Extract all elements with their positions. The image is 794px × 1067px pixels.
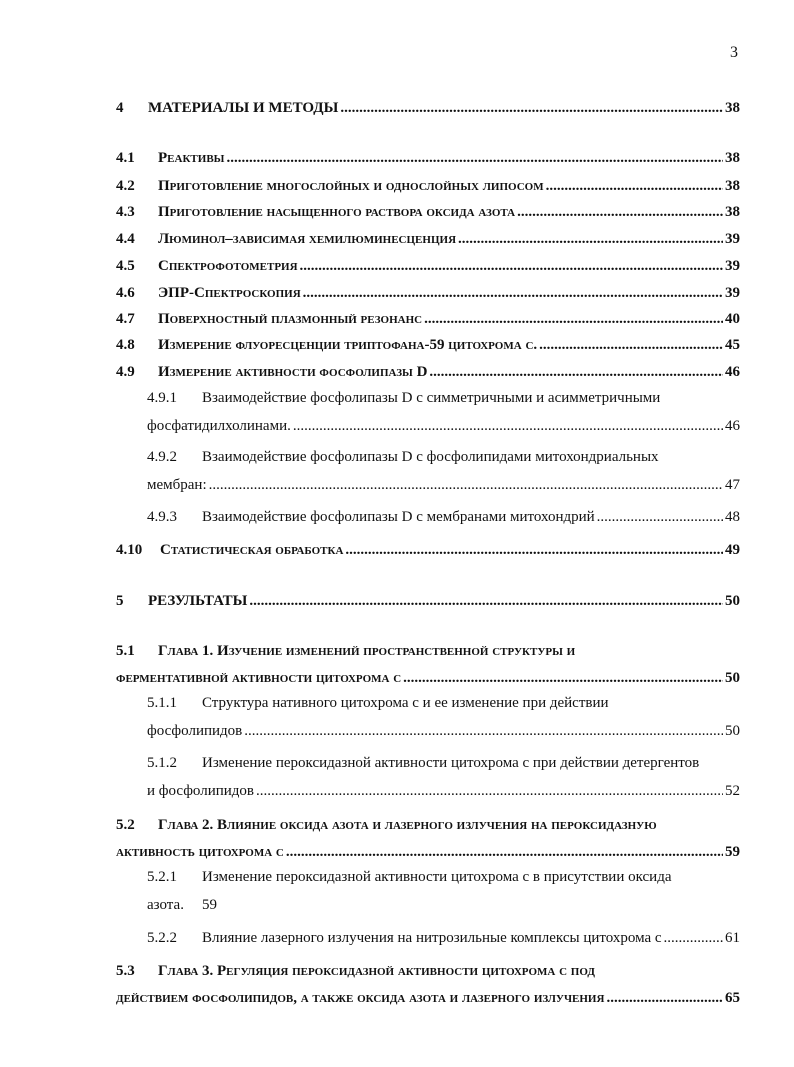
toc-number: 5.1.1 [147,695,177,711]
toc-title-line2: мембран: [147,477,207,493]
toc-title-line1: Взаимодействие фосфолипазы D с фосфолипидами митохондриальных [202,449,659,465]
toc-leader [293,416,723,436]
toc-number: 5.2 [116,817,135,833]
toc-leader [606,988,723,1008]
toc-number: 4.3 [116,204,135,220]
toc-entry-5-1-2[interactable] [0,753,794,803]
toc-number: 4.5 [116,258,135,274]
toc-title: Влияние лазерного излучения на нитрозильные комплексы цитохрома с [202,930,662,946]
toc-page: 38 [725,178,740,194]
toc-entry-4-9-2[interactable] [0,447,794,497]
toc-leader [345,540,723,560]
toc-page: 38 [725,150,740,166]
toc-leader [300,256,723,276]
toc-page: 50 [725,723,740,739]
toc-title-line1: Структура нативного цитохрома с и ее изменение при действии [202,695,609,711]
toc-leader [249,591,723,611]
toc-number: 4.4 [116,231,135,247]
toc-title: ЭПР-Спектроскопия [158,285,301,301]
toc-leader [403,668,723,688]
page-number: 3 [730,44,738,61]
toc-leader [429,362,723,382]
toc-page: 50 [725,670,740,686]
toc-entry-5-2[interactable] [0,815,794,865]
toc-title-line2: азота. [147,897,184,913]
toc-leader [340,98,723,118]
toc-title-line2: активность цитохрома c [116,844,284,860]
toc-leader [546,176,723,196]
toc-title-line2: фосфатидилхолинами. [147,418,291,434]
toc-number: 5.2.1 [147,869,177,885]
toc-page: 45 [725,337,740,353]
toc-page: 59 [202,897,217,913]
toc-title: Реактивы [158,150,225,166]
toc-number: 4.1 [116,150,135,166]
toc-title-line1: Взаимодействие фосфолипазы D с симметричными и асимметричными [202,390,661,406]
toc-page: 46 [725,364,740,380]
toc-page: 47 [725,477,740,493]
toc-title: Статистическая обработка [160,542,344,558]
toc-leader [209,475,723,495]
toc-title: Взаимодействие фосфолипазы D с мембранами митохондрий [202,509,595,525]
toc-page: 59 [725,844,740,860]
toc-leader [458,229,723,249]
toc-number: 4.7 [116,311,135,327]
toc-title: РЕЗУЛЬТАТЫ [148,593,248,609]
toc-number: 5.3 [116,963,135,979]
toc-page: 61 [725,930,740,946]
toc-number: 4.8 [116,337,135,353]
toc-number: 4 [116,100,124,116]
toc-leader [226,148,723,168]
toc-title-line1: Глава 3. Регуляция пероксидазной активности цитохрома c под [158,963,595,979]
toc-title-line1: Изменение пероксидазной активности цитохрома с при действии детергентов [202,755,700,771]
toc-title-line2: ферментативной активности цитохрома c [116,670,402,686]
toc-title-line1: Глава 1. Изучение изменений пространственной структуры и [158,643,576,659]
toc-page: 39 [725,231,740,247]
toc-entry-4-9-1[interactable] [0,388,794,438]
toc-leader [424,309,723,329]
toc-title: МАТЕРИАЛЫ И МЕТОДЫ [148,100,339,116]
toc-title-line2: действием фосфолипидов, а также оксида азота и лазерного излучения [116,990,605,1006]
toc-title: Люминол–зависимая хемилюминесценция [158,231,457,247]
toc-leader [597,507,723,527]
toc-title: Приготовление насыщенного раствора оксида азота [158,204,516,220]
toc-number: 4.9.1 [147,390,177,406]
toc-title: Измерение активности фосфолипазы D [158,364,428,380]
toc-leader [244,721,723,741]
toc-page: 46 [725,418,740,434]
toc-title-line2: и фосфолипидов [147,783,255,799]
toc-page: 48 [725,509,740,525]
toc-page: 52 [725,783,740,799]
toc-title: Измерение флуоресценции триптофана-59 цитохрома с. [158,337,538,353]
toc-leader [539,335,723,355]
toc-page: 38 [725,100,740,116]
toc-title-line2: фосфолипидов [147,723,243,739]
toc-leader [303,283,723,303]
toc-leader [256,781,723,801]
toc-leader [286,842,723,862]
toc-page: 49 [725,542,740,558]
toc-entry-5-2-1[interactable] [0,867,794,917]
toc-leader [517,202,723,222]
toc-number: 5.2.2 [147,930,177,946]
toc-number: 5.1.2 [147,755,177,771]
toc-number: 4.10 [116,542,143,558]
toc-number: 5 [116,593,124,609]
toc-leader [664,928,723,948]
toc-title-line1: Глава 2. Влияние оксида азота и лазерного излучения на пероксидазную [158,817,657,833]
toc-page: 38 [725,204,740,220]
toc-page: 65 [725,990,740,1006]
toc-entry-5-1[interactable] [0,641,794,691]
toc-number: 4.9.3 [147,509,177,525]
toc-title: Приготовление многослойных и однослойных липосом [158,178,544,194]
toc-title-line1: Изменение пероксидазной активности цитохрома с в присутствии оксида [202,869,672,885]
toc-title: Спектрофотометрия [158,258,298,274]
toc-entry-5-1-1[interactable] [0,693,794,743]
toc-number: 4.6 [116,285,135,301]
toc-page: 39 [725,285,740,301]
toc-title: Поверхностный плазмонный резонанс [158,311,423,327]
toc-number: 5.1 [116,643,135,659]
toc-number: 4.2 [116,178,135,194]
toc-page: 40 [725,311,740,327]
toc-entry-5-3[interactable] [0,961,794,1011]
toc-page: 50 [725,593,740,609]
toc-number: 4.9 [116,364,135,380]
toc-number: 4.9.2 [147,449,177,465]
toc-page: 39 [725,258,740,274]
